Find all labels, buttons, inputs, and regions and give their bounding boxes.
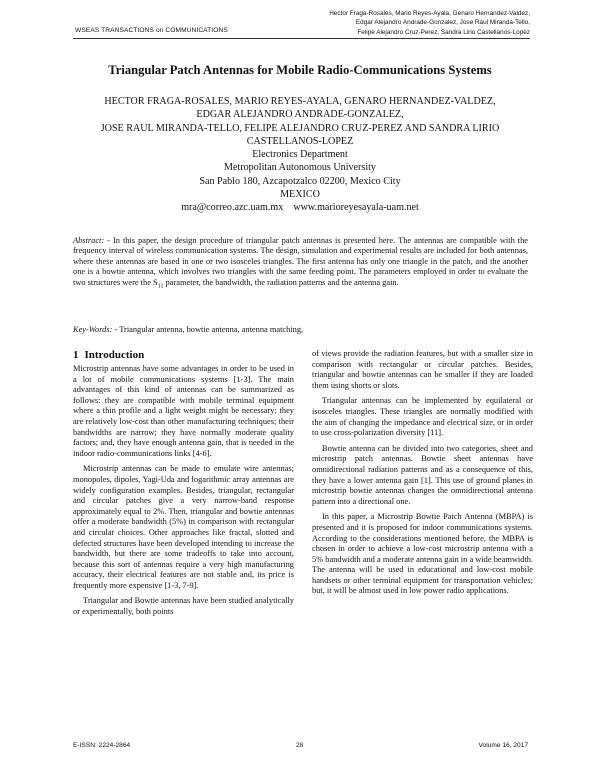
paragraph: Bowtie antenna can be divided into two categories, sheet and microstrip patch antennas. Bowtie sheet antennas have omnidirectional radiation patterns and as a consequence of this, they have a lower antenna gain [1]. This use of ground planes in microstrip bowtie antennas changes the omnidirectional antenna pattern into a directional one. xyxy=(312,443,533,506)
abstract-subscript: 11 xyxy=(157,283,164,290)
footer-volume: Volume 16, 2017 xyxy=(478,742,528,749)
paragraph: of views provide the radiation features, but with a smaller size in comparison with rectangular or circular patches. Besides, triangular and bowtie antennas can be smaller if they are loaded them using shorts or slots. xyxy=(312,349,533,390)
keywords-label: Key-Words: xyxy=(73,325,113,334)
author-block xyxy=(70,95,530,215)
section-heading xyxy=(73,349,294,362)
affiliation-line: Metropolitan Autonomous University xyxy=(224,162,376,174)
keywords-text: - Triangular antenna, bowtie antenna, antenna matching, xyxy=(112,325,304,334)
contact-line: mra@correo.azc.uam.mx www.marioreyesayala-uam.net xyxy=(181,202,419,214)
section-number: 1 xyxy=(73,349,79,361)
running-header-authors-line: Edgar Alejandro Andrade-Gonzalez, Jose Raul Miranda-Tello, xyxy=(355,19,530,27)
paragraph: Microstrip antennas have some advantages in order to be used in a lot of mobile communications systems [1-3]. The main advantages of this kind of antennas can be summarized as follows: they are compatible with mobile terminal equipment where a thin profile and a light weight might be necessary; they are relatively low-cost than other manufacturing techniques; their bandwidths are narrow; they have normally moderate quality factors; and, they have enough antenna gain, that is needed in the indoor radio-communications links [4-6]. xyxy=(73,364,294,458)
author-line: EDGAR ALEJANDRO ANDRADE-GONZALEZ, xyxy=(196,109,404,121)
right-column xyxy=(312,349,533,602)
left-column xyxy=(73,349,294,623)
section-title: Introduction xyxy=(84,349,145,361)
paragraph: In this paper, a Microstrip Bowtie Patch Antenna (MBPA) is presented and it is proposed for indoor communications systems. According to the considerations mentioned before, the MBPA is chosen in order to achieve a low-cost microstrip antenna with a 5% bandwidth and a moderate antenna gain in a wide beamwidth. The antenna will be used in educational and low-cost mobile handsets or other terminal equipment for transportation vehicles; but, it will be almost used in low power radio applications. xyxy=(312,512,533,596)
affiliation-line: Electronics Department xyxy=(252,149,348,161)
paragraph: Triangular antennas can be implemented by equilateral or isosceles triangles. These triangles are normally modified with the aim of changing the impedance and electrical size, or in order to use cross-polarization diversity [11]. xyxy=(312,396,533,438)
header-rule xyxy=(73,38,530,39)
abstract-text-end: parameter, the bandwidth, the radiation patterns and the antenna gain. xyxy=(163,277,399,287)
abstract-label: Abstract: - xyxy=(73,236,110,245)
footer-page-number: 28 xyxy=(296,742,304,749)
author-line: HECTOR FRAGA-ROSALES, MARIO REYES-AYALA, GENARO HERNANDEZ-VALDEZ, xyxy=(104,96,496,107)
keywords xyxy=(73,325,528,334)
running-header-authors-line: Hector Fraga-Rosales, Mario Reyes-Ayala, Genaro Hernandez-Valdez, xyxy=(329,10,530,17)
author-line: CASTELLANOS-LOPEZ xyxy=(246,135,354,147)
footer-issn: E-ISSN: 2224-2864 xyxy=(73,742,131,749)
paper-title: Triangular Patch Antennas for Mobile Radio-Communications Systems xyxy=(108,63,492,77)
abstract-text: In this paper, the design procedure of triangular patch antennas is presented here. The antennas are compatible with the frequency interval of wireless communication systems. The design, simulation and experimental results are included for both antennas, where these antennas are based in one or two isosceles triangles. The first antenna has only one triangle in the patch, and the another one is a bowtie antenna, which involves two triangles with the same feeding point. The parameters employed in order to evaluate the two structures were the S xyxy=(73,236,528,287)
running-header-authors-line: Felipe Alejandro Cruz-Perez, Sandra Lirio Castellanos-Lopez xyxy=(357,28,530,36)
paragraph: Triangular and Bowtie antennas have been studied analytically or experimentally, both points xyxy=(73,596,294,617)
affiliation-line: MEXICO xyxy=(280,189,320,201)
running-header-authors xyxy=(270,9,530,37)
running-header-journal: WSEAS TRANSACTIONS on COMMUNICATIONS xyxy=(75,27,228,34)
author-line: JOSE RAUL MIRANDA-TELLO, FELIPE ALEJANDRO CRUZ-PEREZ AND SANDRA LIRIO xyxy=(100,122,500,134)
paragraph: Microstrip antennas can be made to emulate wire antennas; monopoles, dipoles, Yagi-Uda and logarithmic array antennas are widely configuration examples. Besides, triangular, rectangular and circular patches give a very narrow-band response approximately equal to 2%. Then, triangular and bowtie antennas offer a moderate bandwidth (5%) in comparison with rectangular and circular choices. Other approaches like fractal, slotted and defected structures have been developed intending to increase the bandwidth, but there are some tradeoffs to take into account, because this sort of antennas require a very high manufacturing accuracy, their electrical features are not stable and, its price is frequently more expensive [1-3, 7-9]. xyxy=(73,464,294,590)
affiliation-line: San Pablo 180, Azcapotzalco 02200, Mexico City xyxy=(199,175,401,187)
abstract xyxy=(73,236,528,292)
